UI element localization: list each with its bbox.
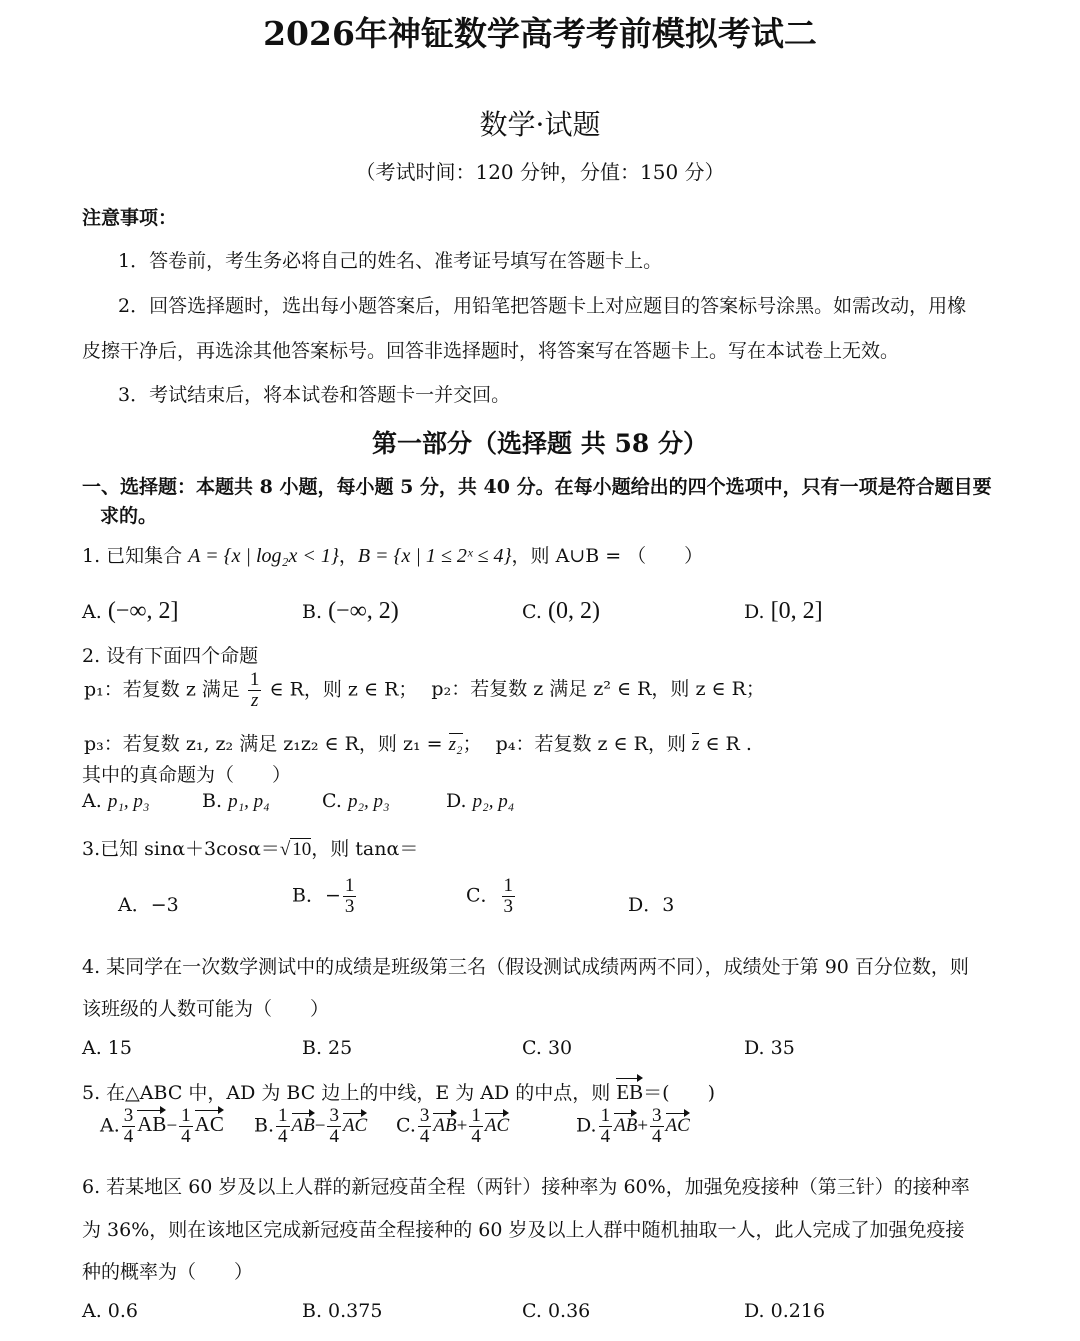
q5-stem-post: ＝( ) bbox=[643, 1082, 715, 1104]
q4-option-a[interactable]: A. 15 bbox=[82, 1037, 132, 1059]
part1-heading: 第一部分（选择题 共 58 分） bbox=[372, 429, 708, 458]
q1-set-b: B = {x | 1 ≤ 2ˣ ≤ 4} bbox=[357, 545, 512, 567]
q2-p4-pre: p₄：若复数 z ∈ R，则 bbox=[495, 733, 692, 755]
q3-option-b[interactable] bbox=[292, 876, 358, 917]
q2-p3-conjugate: z₂ bbox=[448, 734, 463, 755]
q5-a-frac1-num: 3 bbox=[123, 1105, 134, 1126]
q5-a-label: A. bbox=[100, 1114, 120, 1137]
q5-b-label: B. bbox=[254, 1114, 275, 1137]
q1-d-value: [0, 2] bbox=[770, 598, 823, 624]
q5-c-frac2 bbox=[469, 1106, 483, 1147]
q5-a-frac2-den: 4 bbox=[181, 1125, 191, 1147]
q5-a-frac2-num: 1 bbox=[181, 1105, 191, 1126]
q3-option-d[interactable]: D．3 bbox=[628, 894, 675, 916]
q3-c-fraction bbox=[502, 876, 516, 917]
q3-b-fraction bbox=[343, 876, 357, 917]
q2-a-label: A. bbox=[82, 790, 102, 812]
q2-p1-den: z bbox=[250, 689, 259, 711]
q3-option-c[interactable] bbox=[466, 876, 517, 917]
q5-option-c[interactable] bbox=[396, 1106, 509, 1147]
q5-d-vec-ab: AB bbox=[614, 1115, 638, 1137]
q1-set-a: A = {x | log₂x < 1} bbox=[188, 545, 339, 567]
q1-option-b[interactable] bbox=[302, 598, 399, 625]
q5-c-plus: + bbox=[456, 1115, 468, 1137]
q5-a-vec-ab: AB bbox=[137, 1112, 167, 1137]
q1-a-label: A. bbox=[82, 601, 102, 623]
q6-option-d[interactable]: D. 0.216 bbox=[744, 1300, 826, 1322]
q5-a-frac1-den: 4 bbox=[123, 1125, 134, 1147]
q5-d-frac1-num: 1 bbox=[600, 1105, 611, 1126]
q5-d-label: D. bbox=[576, 1114, 597, 1137]
q6-option-b[interactable]: B. 0.375 bbox=[302, 1300, 383, 1322]
q2-d-value: p₂, p₄ bbox=[472, 791, 515, 812]
q2-p3-p4 bbox=[84, 729, 752, 756]
time-info: （考试时间：120 分钟，分值：150 分） bbox=[355, 160, 725, 184]
q5-b-frac1-den: 4 bbox=[278, 1125, 288, 1147]
q1-a-value: (−∞, 2] bbox=[107, 598, 179, 624]
q3-c-den: 3 bbox=[503, 895, 514, 917]
q5-b-frac1-num: 1 bbox=[278, 1105, 288, 1126]
q2-p1-pre: p₁：若复数 z 满足 bbox=[84, 678, 246, 701]
q5-a-frac2 bbox=[179, 1106, 193, 1147]
q5-vector-eb: EB bbox=[616, 1080, 644, 1104]
q1-c-value: (0, 2) bbox=[547, 598, 600, 624]
notice-item-1: 1．答卷前，考生务必将自己的姓名、准考证号填写在答题卡上。 bbox=[118, 250, 663, 272]
q5-stem-pre: 5. 在△ABC 中，AD 为 BC 边上的中线，E 为 AD 的中点，则 bbox=[82, 1082, 617, 1104]
q5-option-d[interactable] bbox=[576, 1106, 690, 1147]
q2-p1-fraction bbox=[248, 670, 262, 711]
q2-p4-post: ∈ R . bbox=[699, 733, 752, 755]
notice-item-3: 3．考试结束后，将本试卷和答题卡一并交回。 bbox=[118, 384, 511, 406]
q2-stem: 2. 设有下面四个命题 bbox=[82, 645, 259, 667]
q5-b-frac1 bbox=[276, 1106, 290, 1147]
q2-option-b[interactable] bbox=[202, 790, 270, 813]
q2-p1 bbox=[84, 670, 765, 711]
q2-p3-pre: p₃：若复数 z₁, z₂ 满足 z₁z₂ ∈ R，则 z₁ = bbox=[84, 733, 449, 755]
q2-b-label: B. bbox=[202, 790, 223, 812]
q1-option-a[interactable] bbox=[82, 598, 178, 625]
q5-d-frac2-num: 3 bbox=[652, 1105, 662, 1126]
q2-b-value: p₁, p₄ bbox=[228, 791, 270, 812]
q2-p1-num: 1 bbox=[249, 669, 260, 690]
exam-title: 2026年神钲数学高考考前模拟考试二 bbox=[263, 14, 817, 53]
q5-d-vec-ac: AC bbox=[665, 1115, 690, 1137]
q5-d-frac2 bbox=[650, 1106, 664, 1147]
q4-option-c[interactable]: C. 30 bbox=[522, 1037, 573, 1059]
q6-line2: 为 36%，则在该地区完成新冠疫苗全程接种的 60 岁及以上人群中随机抽取一人，此人完成了加强免疫接 bbox=[82, 1219, 965, 1241]
q2-a-value: p₁, p₃ bbox=[107, 791, 150, 812]
q6-option-c[interactable]: C. 0.36 bbox=[522, 1300, 591, 1322]
q2-p1-post: ∈ R，则 z ∈ R； bbox=[263, 678, 418, 701]
q2-d-label: D. bbox=[446, 790, 467, 812]
q6-option-a[interactable]: A. 0.6 bbox=[82, 1300, 139, 1322]
q1-c-label: C. bbox=[522, 601, 542, 623]
q5-b-vec-ac: AC bbox=[342, 1115, 368, 1137]
q2-option-d[interactable] bbox=[446, 790, 514, 813]
q1-b-value: (−∞, 2) bbox=[328, 598, 399, 624]
section-heading-line1: 一、选择题：本题共 8 小题，每小题 5 分，共 40 分。在每小题给出的四个选项中，只有一项是符合题目要 bbox=[82, 476, 992, 498]
q5-a-frac1 bbox=[122, 1106, 136, 1147]
q5-c-frac2-num: 1 bbox=[471, 1105, 481, 1126]
notice-item-2-line1: 2．回答选择题时，选出每小题答案后，用铅笔把答题卡上对应题目的答案标号涂黑。如需改动，用橡 bbox=[118, 295, 967, 317]
q3-sqrt: √ 10 bbox=[279, 839, 312, 860]
section-heading-line2: 求的。 bbox=[100, 505, 158, 527]
q5-c-frac2-den: 4 bbox=[471, 1125, 481, 1147]
q5-c-label: C. bbox=[396, 1114, 416, 1137]
q2-c-value: p₂, p₃ bbox=[347, 791, 390, 812]
q5-b-vec-ab: AB bbox=[291, 1115, 315, 1137]
q1-stem-pre: 1. 已知集合 bbox=[82, 545, 189, 567]
q2-p3-post: ； bbox=[462, 733, 482, 755]
q3-b-num: 1 bbox=[344, 875, 355, 896]
q1-b-label: B. bbox=[302, 601, 323, 623]
q3-b-label: B．− bbox=[292, 884, 341, 907]
q1-stem bbox=[82, 541, 703, 568]
q3-sqrt-value: 10 bbox=[292, 839, 312, 860]
q1-stem-post: ，则 A∪B = （ ） bbox=[511, 545, 704, 567]
q5-c-frac1 bbox=[418, 1106, 432, 1147]
notice-heading: 注意事项： bbox=[82, 207, 178, 229]
q4-line1: 4. 某同学在一次数学测试中的成绩是班级第三名（假设测试成绩两两不同），成绩处于第 90 百分位数，则 bbox=[82, 956, 969, 978]
q2-p4-conjugate: z bbox=[692, 734, 700, 755]
q5-a-vec-ac: AC bbox=[194, 1112, 224, 1137]
q4-line2: 该班级的人数可能为（ ） bbox=[82, 998, 330, 1020]
q5-d-plus: + bbox=[637, 1115, 649, 1137]
q4-option-d[interactable]: D. 35 bbox=[744, 1037, 795, 1059]
q2-question: 其中的真命题为（ ） bbox=[82, 764, 292, 786]
notice-item-2-line2: 皮擦干净后，再选涂其他答案标号。回答非选择题时，将答案写在答题卡上。写在本试卷上无效。 bbox=[82, 340, 900, 362]
q5-a-minus: − bbox=[166, 1115, 178, 1137]
q1-option-d[interactable] bbox=[744, 598, 823, 625]
q5-d-frac1 bbox=[599, 1106, 613, 1147]
q3-stem bbox=[82, 834, 418, 861]
q4-option-b[interactable]: B. 25 bbox=[302, 1037, 353, 1059]
q5-b-frac2-den: 4 bbox=[329, 1125, 339, 1147]
q1-comma: ， bbox=[338, 545, 358, 567]
q5-b-frac2 bbox=[327, 1106, 341, 1147]
q5-c-frac1-num: 3 bbox=[419, 1105, 430, 1126]
q1-d-label: D. bbox=[744, 601, 765, 623]
exam-subtitle: 数学·试题 bbox=[479, 108, 601, 141]
q3-c-label: C． bbox=[466, 884, 500, 907]
q2-option-a[interactable] bbox=[82, 790, 150, 813]
q5-d-frac2-den: 4 bbox=[652, 1125, 662, 1147]
q5-option-a[interactable] bbox=[100, 1106, 224, 1147]
q5-stem bbox=[82, 1078, 715, 1105]
q5-c-vec-ac: AC bbox=[484, 1115, 510, 1137]
q3-c-num: 1 bbox=[503, 875, 514, 896]
q5-b-frac2-num: 3 bbox=[329, 1105, 339, 1126]
q3-stem-post: ，则 tanα＝ bbox=[311, 838, 419, 860]
q5-b-minus: − bbox=[314, 1115, 326, 1137]
q6-line1: 6. 若某地区 60 岁及以上人群的新冠疫苗全程（两针）接种率为 60%，加强免疫接种（第三针）的接种率 bbox=[82, 1176, 970, 1198]
q2-c-label: C. bbox=[322, 790, 342, 812]
q3-b-den: 3 bbox=[344, 895, 355, 917]
q6-line3: 种的概率为（ ） bbox=[82, 1261, 254, 1283]
q5-option-b[interactable] bbox=[254, 1106, 367, 1147]
q5-d-frac1-den: 4 bbox=[600, 1125, 611, 1147]
q3-stem-pre: 3.已知 sinα＋3cosα＝ bbox=[82, 838, 280, 860]
q2-p2: p₂：若复数 z 满足 z² ∈ R，则 z ∈ R； bbox=[431, 678, 765, 701]
q5-c-vec-ab: AB bbox=[433, 1115, 457, 1137]
q2-option-c[interactable] bbox=[322, 790, 390, 813]
q1-option-c[interactable] bbox=[522, 598, 600, 625]
q5-c-frac1-den: 4 bbox=[419, 1125, 430, 1147]
q3-option-a[interactable]: A．−3 bbox=[118, 894, 179, 916]
